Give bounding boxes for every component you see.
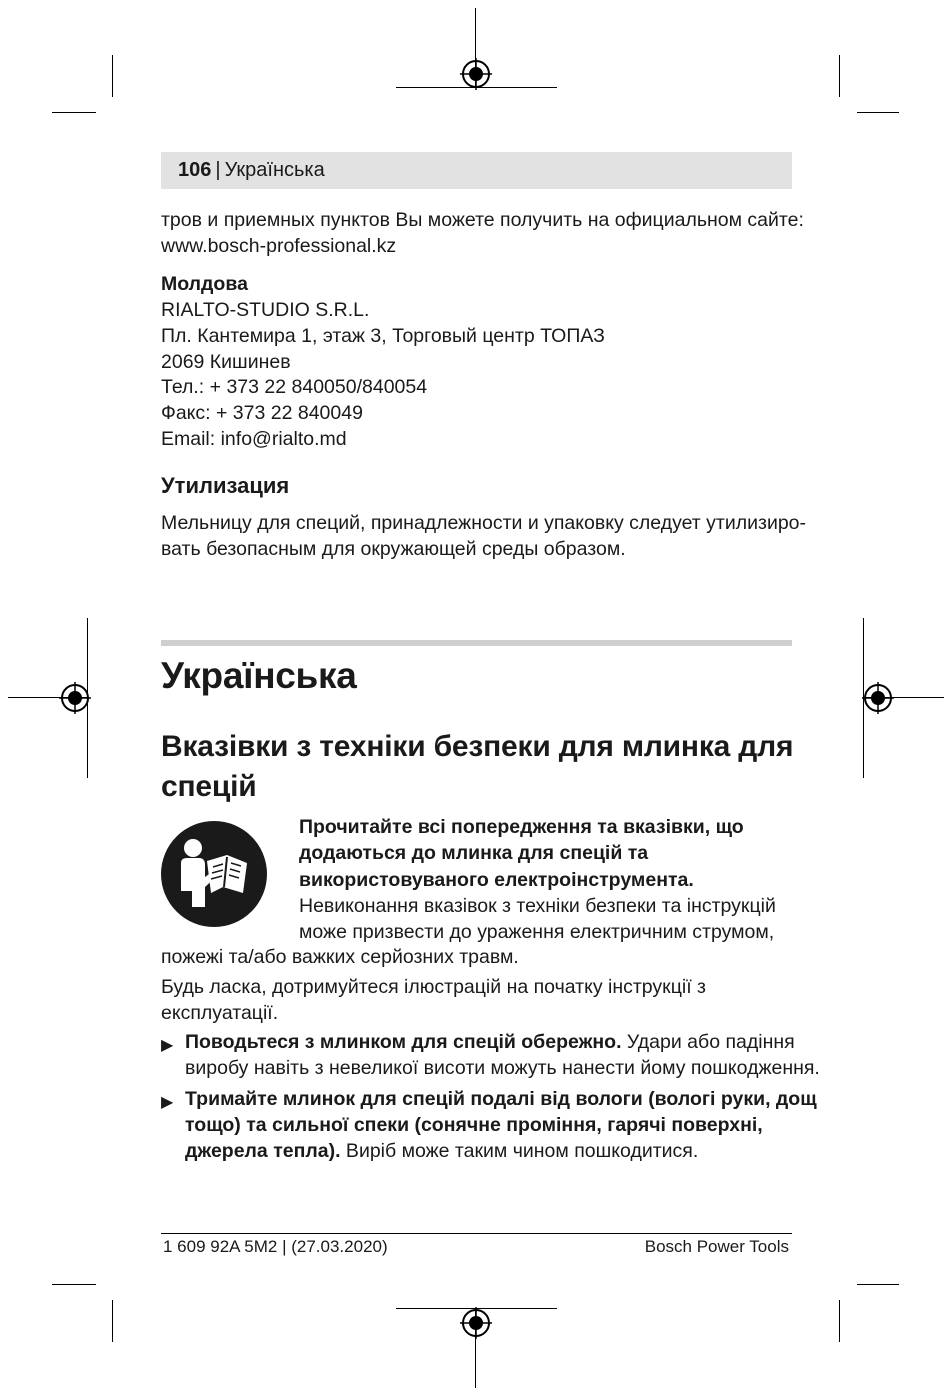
intro-url: www.bosch-professional.kz [161,235,397,257]
bullet-bold-text: Поводьтеся з млинком для спецій обережно. [185,1031,622,1053]
disposal-line: Мельницу для специй, принадлежности и упаковку следует утилизиро- [161,512,807,534]
moldova-line: 2069 Кишинев [161,351,291,373]
follow-line: експлуатації. [161,1002,279,1024]
header-language: Українська [224,159,325,181]
moldova-line: RIALTO-STUDIO S.R.L. [161,299,370,321]
warning-line: може призвести до ураження електричним струмом, [299,921,775,943]
section-title: Вказівки з техніки безпеки для млинка для [161,730,794,763]
warning-bold-line: додаються до млинка для спецій та [299,842,649,864]
follow-line: Будь ласка, дотримуйтеся ілюстрацій на початку інструкції з [161,976,706,998]
page-header [161,152,792,189]
bullet-text: виробу навіть з невеликої висоти можуть нанести йому пошкодження. [185,1057,820,1079]
registration-mark-icon [460,58,492,90]
moldova-line: Email: info@rialto.md [161,428,347,450]
moldova-line: Факс: + 373 22 840049 [161,402,363,424]
bullet-bold-text: тощо) та сильної спеки (сонячне проміння, гарячі поверхні, [185,1114,763,1136]
page-number: 106 [178,159,212,181]
section-divider [161,640,792,646]
registration-mark-icon [59,682,91,714]
moldova-line: Тел.: + 373 22 840050/840054 [161,376,428,398]
language-title: Українська [161,655,357,696]
disposal-title: Утилизация [161,473,290,498]
footer-doc-id: 1 609 92A 5M2 | (27.03.2020) [163,1237,388,1256]
moldova-line: Пл. Кантемира 1, этаж 3, Торговый центр ТОПАЗ [161,325,605,347]
warning-bold-line: використовуваного електроінструмента. [299,869,694,891]
section-title: спецій [161,770,257,803]
warning-bold-line: Прочитайте всі попередження та вказівки, що [299,816,744,838]
bullet-marker-icon: ▶ [161,1037,174,1054]
warning-line: пожежі та/або важких серйозних травм. [161,946,519,968]
bullet-item [185,1139,698,1165]
bullet-marker-icon: ▶ [161,1094,174,1111]
header-separator: | [215,159,221,181]
bullet-text: Удари або падіння [621,1031,795,1053]
bullet-item [185,1030,795,1056]
bullet-bold-text: джерела тепла). [185,1140,341,1162]
bullet-bold-text: Тримайте млинок для спецій подалі від вологи (вологі руки, дощ [185,1088,817,1110]
bullet-text: Виріб може таким чином пошкодитися. [340,1140,699,1162]
warning-line: Невиконання вказівок з техніки безпеки та інструкцій [299,895,776,917]
registration-mark-icon [862,682,894,714]
read-manual-icon [161,821,267,927]
intro-line: тров и приемных пунктов Вы можете получить на официальном сайте: [161,209,804,231]
footer-brand: Bosch Power Tools [644,1237,789,1256]
registration-mark-icon [460,1307,492,1339]
disposal-line: вать безопасным для окружающей среды образом. [161,538,626,560]
moldova-title: Молдова [161,273,248,295]
footer-rule [161,1233,792,1234]
